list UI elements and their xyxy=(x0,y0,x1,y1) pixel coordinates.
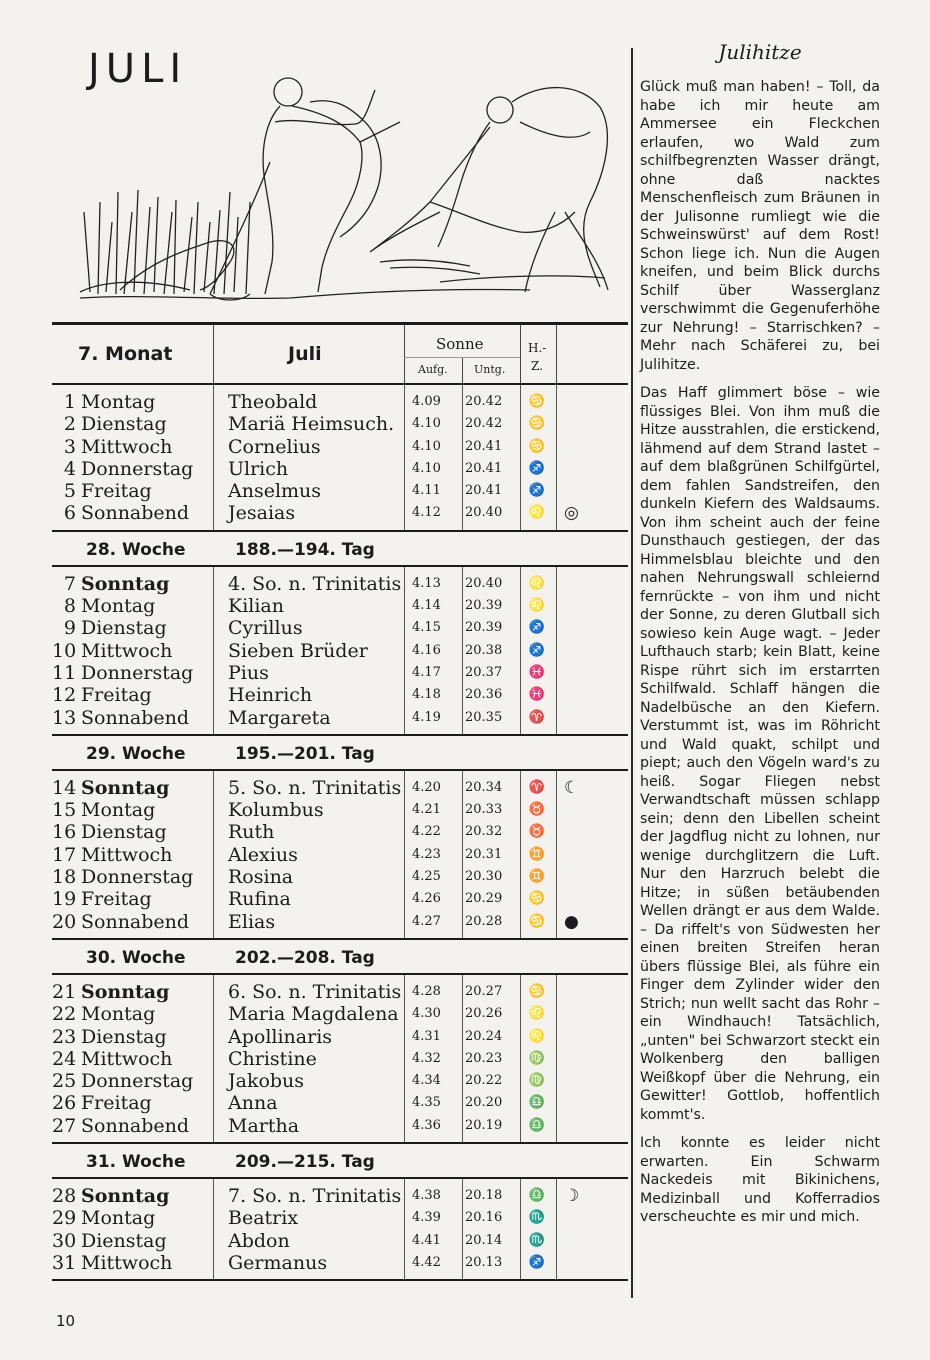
sunset-time: 20.14 xyxy=(465,1232,503,1248)
day-number: 17 xyxy=(52,843,77,866)
day-number: 15 xyxy=(52,799,77,822)
sunrise-time: 4.16 xyxy=(412,642,441,658)
week-block xyxy=(52,975,628,1144)
day-row xyxy=(52,844,628,866)
moon-phase-icon: ◎ xyxy=(564,503,579,524)
zodiac-icon: ♋ xyxy=(528,394,546,409)
sunrise-time: 4.23 xyxy=(412,846,441,862)
weekday-name: Sonntag xyxy=(81,776,170,799)
sunrise-time: 4.25 xyxy=(412,869,441,885)
week-summary-row xyxy=(52,736,628,771)
zodiac-icon: ♌ xyxy=(528,575,546,591)
article-column xyxy=(640,40,880,1237)
sunrise-time: 4.39 xyxy=(412,1210,441,1226)
sunrise-time: 4.36 xyxy=(412,1117,441,1133)
saint-name: Anna xyxy=(228,1092,278,1115)
saint-name: Christine xyxy=(228,1047,317,1070)
sunrise-time: 4.13 xyxy=(412,575,441,591)
column-divider xyxy=(631,48,633,1298)
sunset-time: 20.40 xyxy=(465,575,503,591)
zodiac-icon: ♎ xyxy=(528,1188,546,1204)
zodiac-icon: ♓ xyxy=(528,664,546,680)
zodiac-icon: ♎ xyxy=(528,1095,546,1111)
month-name-label: Juli xyxy=(288,343,322,365)
day-row xyxy=(52,391,628,413)
week-summary-row xyxy=(52,532,628,567)
day-row xyxy=(52,1092,628,1114)
moon-phase-icon: ● xyxy=(564,911,579,932)
weekday-name: Mittwoch xyxy=(81,1047,173,1070)
saint-name: 4. So. n. Trinitatis xyxy=(228,572,402,595)
day-number: 11 xyxy=(52,661,77,684)
day-row xyxy=(52,777,628,799)
saint-name: Kolumbus xyxy=(228,799,324,822)
weekday-name: Montag xyxy=(81,799,156,822)
sunset-label: Untg. xyxy=(474,363,506,376)
weekday-name: Freitag xyxy=(81,888,152,911)
zodiac-icon: ♌ xyxy=(528,1006,546,1022)
sunset-time: 20.31 xyxy=(465,846,503,862)
saint-name: Heinrich xyxy=(228,684,313,707)
week-block xyxy=(52,1179,628,1281)
saint-name: Cyrillus xyxy=(228,617,303,640)
day-number: 12 xyxy=(52,684,77,707)
day-number: 20 xyxy=(52,910,77,933)
zodiac-icon: ♏ xyxy=(528,1232,546,1248)
zodiac-icon: ♋ xyxy=(528,983,546,999)
day-number: 10 xyxy=(52,639,77,662)
sunset-time: 20.39 xyxy=(465,620,503,636)
weekday-name: Dienstag xyxy=(81,1025,167,1048)
weekday-name: Sonntag xyxy=(81,980,170,1003)
day-row xyxy=(52,502,628,524)
calendar-rows xyxy=(52,385,628,1281)
weekday-name: Montag xyxy=(81,1207,156,1230)
day-row xyxy=(52,1207,628,1229)
weekday-name: Montag xyxy=(81,1003,156,1026)
page-number: 10 xyxy=(56,1312,76,1330)
sun-label: Sonne xyxy=(436,335,484,353)
saint-name: Cornelius xyxy=(228,435,321,458)
sunrise-time: 4.17 xyxy=(412,664,441,680)
weekday-name: Mittwoch xyxy=(81,435,173,458)
sunrise-time: 4.19 xyxy=(412,709,441,725)
sunset-time: 20.26 xyxy=(465,1006,503,1022)
sunrise-time: 4.27 xyxy=(412,913,441,929)
zodiac-icon: ♐ xyxy=(528,460,546,476)
sunrise-time: 4.12 xyxy=(412,505,441,521)
weekday-name: Sonnabend xyxy=(81,706,190,729)
weekday-name: Sonnabend xyxy=(81,502,190,525)
day-number: 23 xyxy=(52,1025,77,1048)
weekday-name: Donnerstag xyxy=(81,1070,194,1093)
sunset-time: 20.18 xyxy=(465,1188,503,1204)
day-row xyxy=(52,1115,628,1137)
zodiac-icon: ♋ xyxy=(528,891,546,907)
day-number: 18 xyxy=(52,866,77,889)
week-block xyxy=(52,385,628,532)
sunrise-time: 4.11 xyxy=(412,483,441,499)
day-row xyxy=(52,436,628,458)
week-day-range: 202.—208. Tag xyxy=(235,947,375,968)
weekday-name: Donnerstag xyxy=(81,457,194,480)
saint-name: Maria Magdalena xyxy=(228,1003,399,1026)
page-title: JULI xyxy=(88,46,188,92)
day-number: 28 xyxy=(52,1185,77,1208)
week-number: 29. Woche xyxy=(86,743,186,764)
day-row xyxy=(52,617,628,639)
saint-name: 7. So. n. Trinitatis xyxy=(228,1185,402,1208)
day-row xyxy=(52,684,628,706)
sunrise-time: 4.26 xyxy=(412,891,441,907)
zodiac-icon: ♓ xyxy=(528,687,546,703)
sunrise-time: 4.30 xyxy=(412,1006,441,1022)
sunset-time: 20.35 xyxy=(465,709,503,725)
day-number: 9 xyxy=(63,617,76,640)
day-number: 7 xyxy=(63,572,76,595)
saint-name: Beatrix xyxy=(228,1207,299,1230)
day-row xyxy=(52,1185,628,1207)
saint-name: Pius xyxy=(228,661,269,684)
week-block xyxy=(52,771,628,940)
day-row xyxy=(52,640,628,662)
day-row xyxy=(52,821,628,843)
day-row xyxy=(52,1070,628,1092)
day-row xyxy=(52,458,628,480)
sunset-time: 20.19 xyxy=(465,1117,503,1133)
day-number: 21 xyxy=(52,980,77,1003)
sunset-time: 20.13 xyxy=(465,1254,503,1270)
day-row xyxy=(52,1252,628,1274)
zodiac-icon: ♌ xyxy=(528,598,546,614)
day-number: 27 xyxy=(52,1114,77,1137)
day-row xyxy=(52,595,628,617)
sunset-time: 20.23 xyxy=(465,1050,503,1066)
zodiac-icon: ♈ xyxy=(528,779,546,795)
saint-name: Ruth xyxy=(228,821,275,844)
day-number: 8 xyxy=(63,595,76,618)
week-day-range: 188.—194. Tag xyxy=(235,539,375,560)
sunrise-time: 4.20 xyxy=(412,779,441,795)
sunset-time: 20.38 xyxy=(465,642,503,658)
sunset-time: 20.41 xyxy=(465,460,503,476)
weekday-name: Dienstag xyxy=(81,617,167,640)
zodiac-icon: ♍ xyxy=(528,1050,546,1066)
sunset-time: 20.39 xyxy=(465,598,503,614)
weekday-name: Sonntag xyxy=(81,572,170,595)
weekday-name: Freitag xyxy=(81,480,152,503)
sunrise-time: 4.35 xyxy=(412,1095,441,1111)
saint-name: Elias xyxy=(228,910,276,933)
month-number-label: 7. Monat xyxy=(78,343,173,365)
weekday-name: Mittwoch xyxy=(81,843,173,866)
day-row xyxy=(52,866,628,888)
day-row xyxy=(52,573,628,595)
sunset-time: 20.16 xyxy=(465,1210,503,1226)
saint-name: Kilian xyxy=(228,595,284,618)
saint-name: Margareta xyxy=(228,706,331,729)
day-number: 6 xyxy=(63,502,76,525)
weekday-name: Dienstag xyxy=(81,1229,167,1252)
zodiac-icon: ♌ xyxy=(528,1028,546,1044)
zodiac-icon: ♉ xyxy=(528,802,546,818)
sunrise-time: 4.28 xyxy=(412,983,441,999)
weekday-name: Dienstag xyxy=(81,821,167,844)
sunset-time: 20.42 xyxy=(465,416,503,432)
day-row xyxy=(52,480,628,502)
sunset-time: 20.20 xyxy=(465,1095,503,1111)
saint-name: Martha xyxy=(228,1114,300,1137)
saint-name: Alexius xyxy=(228,843,298,866)
saint-name: Sieben Brüder xyxy=(228,639,368,662)
sunrise-time: 4.38 xyxy=(412,1188,441,1204)
weekday-name: Montag xyxy=(81,391,156,413)
day-row xyxy=(52,707,628,729)
article-paragraph: Glück muß man haben! – Toll, da habe ich mir heute am Ammersee ein Fleckchen erlaufen, wo Wald zum schilfbegrenzten Wasser drängt, ohne daß nacktes Menschenfleisch zum Bräunen in der Julisonne rumliegt wie die Schweinswürst' auf dem Rost! Schon liege ich. Nun die Augen kneifen, und beim Blick durchs Schilf über Wasserglanz verschwimmt die Gegenuferhöhe zur Nehrung! – Starrischken? – Mehr nach Schäferei zu, bei Julihitze. xyxy=(640,79,880,373)
day-number: 29 xyxy=(52,1207,77,1230)
zodiac-icon: ♉ xyxy=(528,824,546,840)
sunrise-time: 4.41 xyxy=(412,1232,441,1248)
sunrise-label: Aufg. xyxy=(418,363,448,376)
zodiac-icon: ♋ xyxy=(528,438,546,454)
saint-name: 6. So. n. Trinitatis xyxy=(228,980,402,1003)
zodiac-icon: ♊ xyxy=(528,869,546,885)
sunrise-time: 4.18 xyxy=(412,687,441,703)
sunrise-time: 4.10 xyxy=(412,460,441,476)
saint-name: Germanus xyxy=(228,1251,328,1274)
week-number: 28. Woche xyxy=(86,539,186,560)
sunrise-time: 4.10 xyxy=(412,438,441,454)
weekday-name: Mittwoch xyxy=(81,1251,173,1274)
sunset-time: 20.42 xyxy=(465,394,503,409)
zodiac-icon: ♎ xyxy=(528,1117,546,1133)
day-row xyxy=(52,799,628,821)
saint-name: Rufina xyxy=(228,888,291,911)
weekday-name: Sonnabend xyxy=(81,1114,190,1137)
saint-name: Rosina xyxy=(228,866,294,889)
zodiac-icon: ♊ xyxy=(528,846,546,862)
day-number: 25 xyxy=(52,1070,77,1093)
sunrise-time: 4.32 xyxy=(412,1050,441,1066)
sunset-time: 20.36 xyxy=(465,687,503,703)
day-number: 24 xyxy=(52,1047,77,1070)
day-row xyxy=(52,981,628,1003)
day-number: 13 xyxy=(52,706,77,729)
sunset-time: 20.28 xyxy=(465,913,503,929)
day-row xyxy=(52,888,628,910)
saint-name: Mariä Heimsuch. xyxy=(228,413,395,436)
sunrise-time: 4.31 xyxy=(412,1028,441,1044)
zodiac-icon: ♌ xyxy=(528,505,546,521)
weekday-name: Donnerstag xyxy=(81,866,194,889)
day-row xyxy=(52,1230,628,1252)
calendar-header xyxy=(52,322,628,385)
day-row xyxy=(52,662,628,684)
weekday-name: Freitag xyxy=(81,1092,152,1115)
sunset-time: 20.40 xyxy=(465,505,503,521)
weekday-name: Sonntag xyxy=(81,1185,170,1208)
sunset-time: 20.37 xyxy=(465,664,503,680)
day-number: 26 xyxy=(52,1092,77,1115)
week-summary-row xyxy=(52,1144,628,1179)
day-number: 30 xyxy=(52,1229,77,1252)
zodiac-icon: ♐ xyxy=(528,483,546,499)
moon-phase-icon: ☽ xyxy=(564,1186,580,1207)
day-number: 14 xyxy=(52,776,77,799)
week-block xyxy=(52,567,628,736)
saint-name: Jakobus xyxy=(228,1070,305,1093)
saint-name: Anselmus xyxy=(228,480,322,503)
zodiac-icon: ♍ xyxy=(528,1073,546,1089)
sunset-time: 20.22 xyxy=(465,1073,503,1089)
day-row xyxy=(52,413,628,435)
weekday-name: Montag xyxy=(81,595,156,618)
day-number: 3 xyxy=(63,435,76,458)
day-row xyxy=(52,1003,628,1025)
day-number: 1 xyxy=(63,391,76,413)
zodiac-icon: ♋ xyxy=(528,416,546,432)
weekday-name: Donnerstag xyxy=(81,661,194,684)
zodiac-icon: ♏ xyxy=(528,1210,546,1226)
calendar-table xyxy=(52,322,628,1281)
day-row xyxy=(52,911,628,933)
day-number: 4 xyxy=(63,457,76,480)
article-title: Julihitze xyxy=(718,40,802,64)
sunset-time: 20.32 xyxy=(465,824,503,840)
sunrise-time: 4.15 xyxy=(412,620,441,636)
sunrise-time: 4.14 xyxy=(412,598,441,614)
zodiac-icon: ♐ xyxy=(528,620,546,636)
sunset-time: 20.34 xyxy=(465,779,503,795)
day-row xyxy=(52,1026,628,1048)
reapers-illustration xyxy=(60,62,620,312)
sunset-time: 20.27 xyxy=(465,983,503,999)
day-number: 19 xyxy=(52,888,77,911)
sunrise-time: 4.34 xyxy=(412,1073,441,1089)
sunset-time: 20.24 xyxy=(465,1028,503,1044)
article-paragraph: Ich konnte es leider nicht erwarten. Ein Schwarm Nackedeis mit Bikinichens, Medizinball und Kofferradios verscheuchte es mir und mich. xyxy=(640,1135,880,1225)
sunset-time: 20.29 xyxy=(465,891,503,907)
sunset-time: 20.30 xyxy=(465,869,503,885)
zodiac-icon: ♋ xyxy=(528,913,546,929)
sunrise-time: 4.09 xyxy=(412,394,441,409)
saint-name: Apollinaris xyxy=(228,1025,333,1048)
zodiac-icon: ♐ xyxy=(528,642,546,658)
article-paragraph: Das Haff glimmert böse – wie flüssiges Blei. Von ihm muß die Hitze ausstrahlen, die erstickend, lähmend auf dem Strand lastet – auf dem blaßgrünen Schilfgürtel, dem fahlen Sandstreifen, den dunkeln Kiefern des Waldsaums. Von ihm scheint auch der feine Dunsthauch gestiegen, der das Himmelsblau bleichte und den nahen Nehrungswall schleiernd fernrückte – von ihm und nicht der Sonne, zu deren Glutball sich sowieso kein Auge wagt. – Jeder Lufthauch starb; kein Blatt, keine Rispe rührt sich im erstarrten Schilfwald. Schlaff hängen die Nadelbüsche an den Kiefern. Verstummt ist, was im Röhricht und Wald quakt, schilpt und piept; auch den Vögeln ward's zu heiß. Sogar Fliegen nebst Verwandtschaft müssen schlapp sein; denn den Libellen scheint der Jagdflug nicht zu lohnen, nur wenige durchglitzern die Luft. Nur den Harzruch belebt die Hitze; in süßen betäubenden Wellen drängt er aus dem Walde. – Da riffelt's von Südwesten her einen breiten Streifen heran übers flüssige Blei, als führe ein Finger dem Zylinder wider den Strich; nun wellt sacht das Rohr – ein Windhauch! Tatsächlich, „unten" bei Schwarzort steckt ein Wolkenberg den balligen Weißkopf über die Nehrung, ein Gewitter! Gottlob, hoffentlich kommt's. xyxy=(640,385,880,1123)
day-number: 5 xyxy=(63,480,76,503)
week-day-range: 209.—215. Tag xyxy=(235,1152,375,1173)
weekday-name: Dienstag xyxy=(81,413,167,436)
sunset-time: 20.33 xyxy=(465,802,503,818)
day-number: 31 xyxy=(52,1251,77,1274)
weekday-name: Sonnabend xyxy=(81,910,190,933)
sunrise-time: 4.21 xyxy=(412,802,441,818)
day-row xyxy=(52,1048,628,1070)
sunrise-time: 4.10 xyxy=(412,416,441,432)
saint-name: Jesaias xyxy=(228,502,296,525)
zodiac-label: H.- Z. xyxy=(528,341,547,373)
sunrise-time: 4.42 xyxy=(412,1254,441,1270)
day-number: 16 xyxy=(52,821,77,844)
sunset-time: 20.41 xyxy=(465,483,503,499)
day-number: 22 xyxy=(52,1003,77,1026)
saint-name: 5. So. n. Trinitatis xyxy=(228,776,402,799)
weekday-name: Freitag xyxy=(81,684,152,707)
zodiac-icon: ♐ xyxy=(528,1254,546,1270)
saint-name: Abdon xyxy=(228,1229,290,1252)
sunset-time: 20.41 xyxy=(465,438,503,454)
saint-name: Ulrich xyxy=(228,457,289,480)
moon-phase-icon: ☾ xyxy=(564,777,580,798)
sunrise-time: 4.22 xyxy=(412,824,441,840)
week-number: 31. Woche xyxy=(86,1152,186,1173)
saint-name: Theobald xyxy=(228,391,318,413)
week-summary-row xyxy=(52,940,628,975)
week-day-range: 195.—201. Tag xyxy=(235,743,375,764)
weekday-name: Mittwoch xyxy=(81,639,173,662)
day-number: 2 xyxy=(63,413,76,436)
zodiac-icon: ♈ xyxy=(528,709,546,725)
week-number: 30. Woche xyxy=(86,947,186,968)
